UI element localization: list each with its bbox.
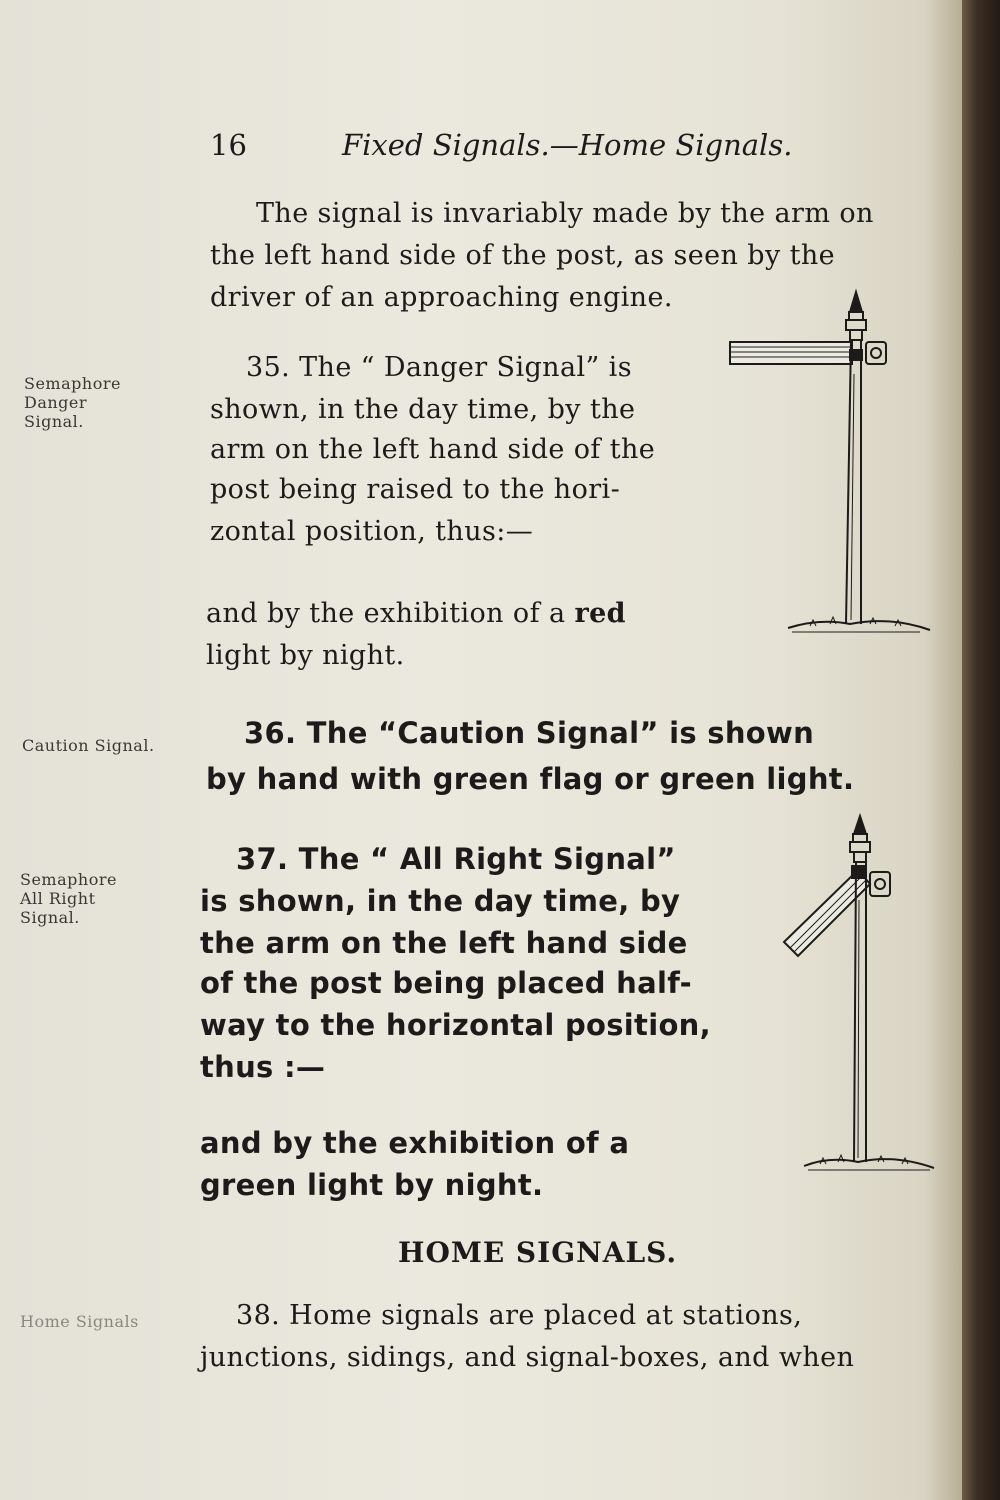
- rule35-line: zontal position, thus:—: [210, 516, 534, 547]
- margin-note-all-right: Signal.: [20, 908, 80, 927]
- rule37-line: thus :—: [200, 1050, 326, 1084]
- margin-note-caution: Caution Signal.: [22, 736, 155, 755]
- margin-note-danger: Signal.: [24, 412, 84, 431]
- page-header: [210, 128, 820, 168]
- intro-line: the left hand side of the post, as seen by the: [210, 240, 836, 271]
- margin-note-all-right: Semaphore: [20, 870, 117, 889]
- rule35-night-line: [206, 598, 626, 629]
- rule35-night-text: and by the exhibition of a: [206, 598, 566, 629]
- rule37-line: is shown, in the day time, by: [200, 884, 681, 918]
- rule35-line: shown, in the day time, by the: [210, 394, 636, 425]
- rule35-line: light by night.: [206, 640, 405, 671]
- rule35-line: 35. The “ Danger Signal” is: [246, 352, 632, 383]
- rule35-line: post being raised to the hori-: [210, 474, 621, 505]
- rule38-line: 38. Home signals are placed at stations,: [236, 1300, 803, 1331]
- rule37-line: green light by night.: [200, 1168, 544, 1202]
- all-right-semaphore-figure: [770, 810, 950, 1180]
- rule37-line: 37. The “ All Right Signal”: [236, 842, 676, 876]
- rule37-line: and by the exhibition of a: [200, 1126, 630, 1160]
- margin-note-home-signals: Home Signals: [20, 1312, 139, 1331]
- rule37-line: the arm on the left hand side: [200, 926, 688, 960]
- book-spine: [962, 0, 1000, 1500]
- margin-note-danger: Semaphore: [24, 374, 121, 393]
- intro-line: driver of an approaching engine.: [210, 282, 673, 313]
- section-heading: HOME SIGNALS.: [398, 1236, 678, 1269]
- page-number: 16: [210, 128, 247, 162]
- rule36-line: 36. The “Caution Signal” is shown: [244, 716, 815, 750]
- rule35-red-word: red: [574, 598, 626, 629]
- rule37-line: way to the horizontal position,: [200, 1008, 711, 1042]
- margin-note-danger: Danger: [24, 393, 88, 412]
- rule38-line: junctions, sidings, and signal-boxes, and when: [200, 1342, 855, 1373]
- margin-note-all-right: All Right: [20, 889, 96, 908]
- danger-semaphore-figure: [720, 284, 950, 644]
- rule36-line: by hand with green flag or green light.: [206, 762, 855, 796]
- intro-line: The signal is invariably made by the arm on: [256, 198, 874, 229]
- rule37-line: of the post being placed half-: [200, 966, 692, 1000]
- rule35-line: arm on the left hand side of the: [210, 434, 656, 465]
- running-title: Fixed Signals.—Home Signals.: [342, 128, 793, 162]
